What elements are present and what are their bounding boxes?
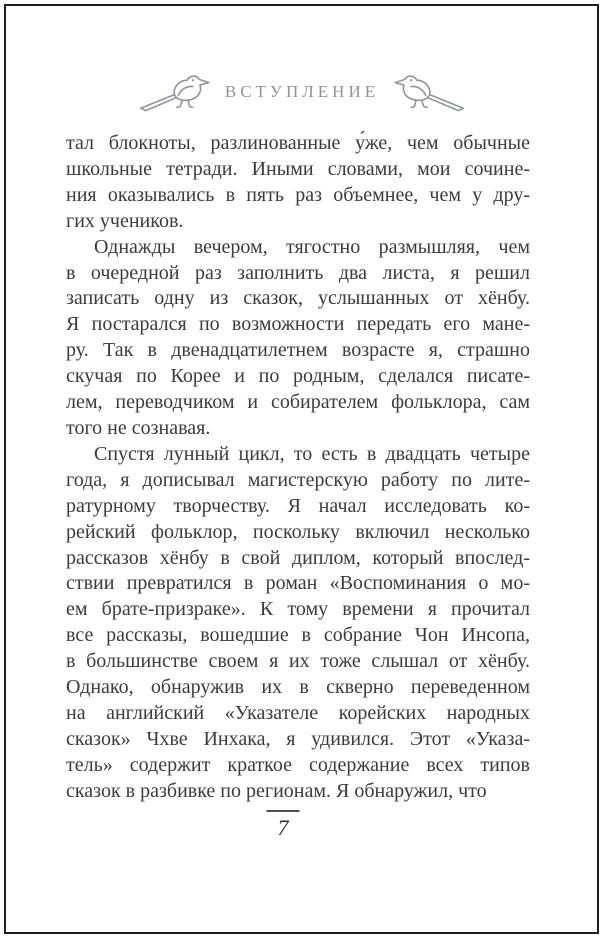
text-line: все рассказы, вошедшие в собрание Чон Инсопа, <box>66 624 530 647</box>
text-line: Спустя лунный цикл, то есть в двадцать четыре <box>94 442 530 465</box>
text-line: ру. Так в двенадцатилетнем возрасте я, страшно <box>66 339 530 362</box>
text-line: сказок» Чхве Инхака, я удивился. Этот «Указа- <box>66 727 530 750</box>
body-text <box>66 131 530 805</box>
text-line: школьные тетради. Иными словами, мои сочине- <box>66 157 530 180</box>
text-line: ем брате-призраке». К тому времени я прочитал <box>66 598 530 621</box>
page-footer <box>267 810 300 839</box>
text-line: сказок в разбивке по регионам. Я обнаружил, что <box>66 779 487 802</box>
chapter-title: ВСТУПЛЕНИЕ <box>224 82 380 101</box>
text-line: ния оказывались в пять раз объемнее, чем у дру- <box>66 183 530 206</box>
text-line: рассказов хёнбу в свой диплом, который впослед- <box>66 546 530 569</box>
text-line: лем, переводчиком и собирателем фольклора, сам <box>66 391 530 414</box>
text-line: тал блокноты, разлинованные у́же, чем обычные <box>66 132 530 154</box>
text-line: того не сознавая. <box>66 416 211 439</box>
footer-rule <box>267 810 300 812</box>
text-line: Я постарался по возможности передать его мане- <box>66 313 530 336</box>
text-line: на английский «Указателе корейских народных <box>66 701 530 724</box>
text-line: года, я дописывал магистерскую работу по лите- <box>66 468 530 491</box>
magpie-bird-right-icon <box>388 73 468 113</box>
text-line: ратурному творчеству. Я начал исследовать ко- <box>66 494 530 517</box>
chapter-header <box>0 70 604 116</box>
text-line: записать одну из сказок, услышанных от хёнбу. <box>66 287 530 310</box>
text-line: в очередной раз заполнить два листа, я решил <box>66 261 530 284</box>
text-line: рейский фольклор, поскольку включил несколько <box>66 520 530 543</box>
text-line: ствии превратился в роман «Воспоминания о мо- <box>66 572 530 595</box>
magpie-bird-left-icon <box>136 73 216 113</box>
text-line: гих учеников. <box>66 209 184 232</box>
page-number: 7 <box>277 815 289 840</box>
text-line: Однажды вечером, тягостно размышляя, чем <box>94 235 530 258</box>
text-line: тель» содержит краткое содержание всех типов <box>66 753 530 776</box>
text-line: Однако, обнаружив их в скверно переведенном <box>66 676 530 699</box>
text-line: в большинстве своем я их тоже слышал от хёнбу. <box>66 650 530 673</box>
text-line: скучая по Корее и по родным, сделался писате- <box>66 365 530 388</box>
